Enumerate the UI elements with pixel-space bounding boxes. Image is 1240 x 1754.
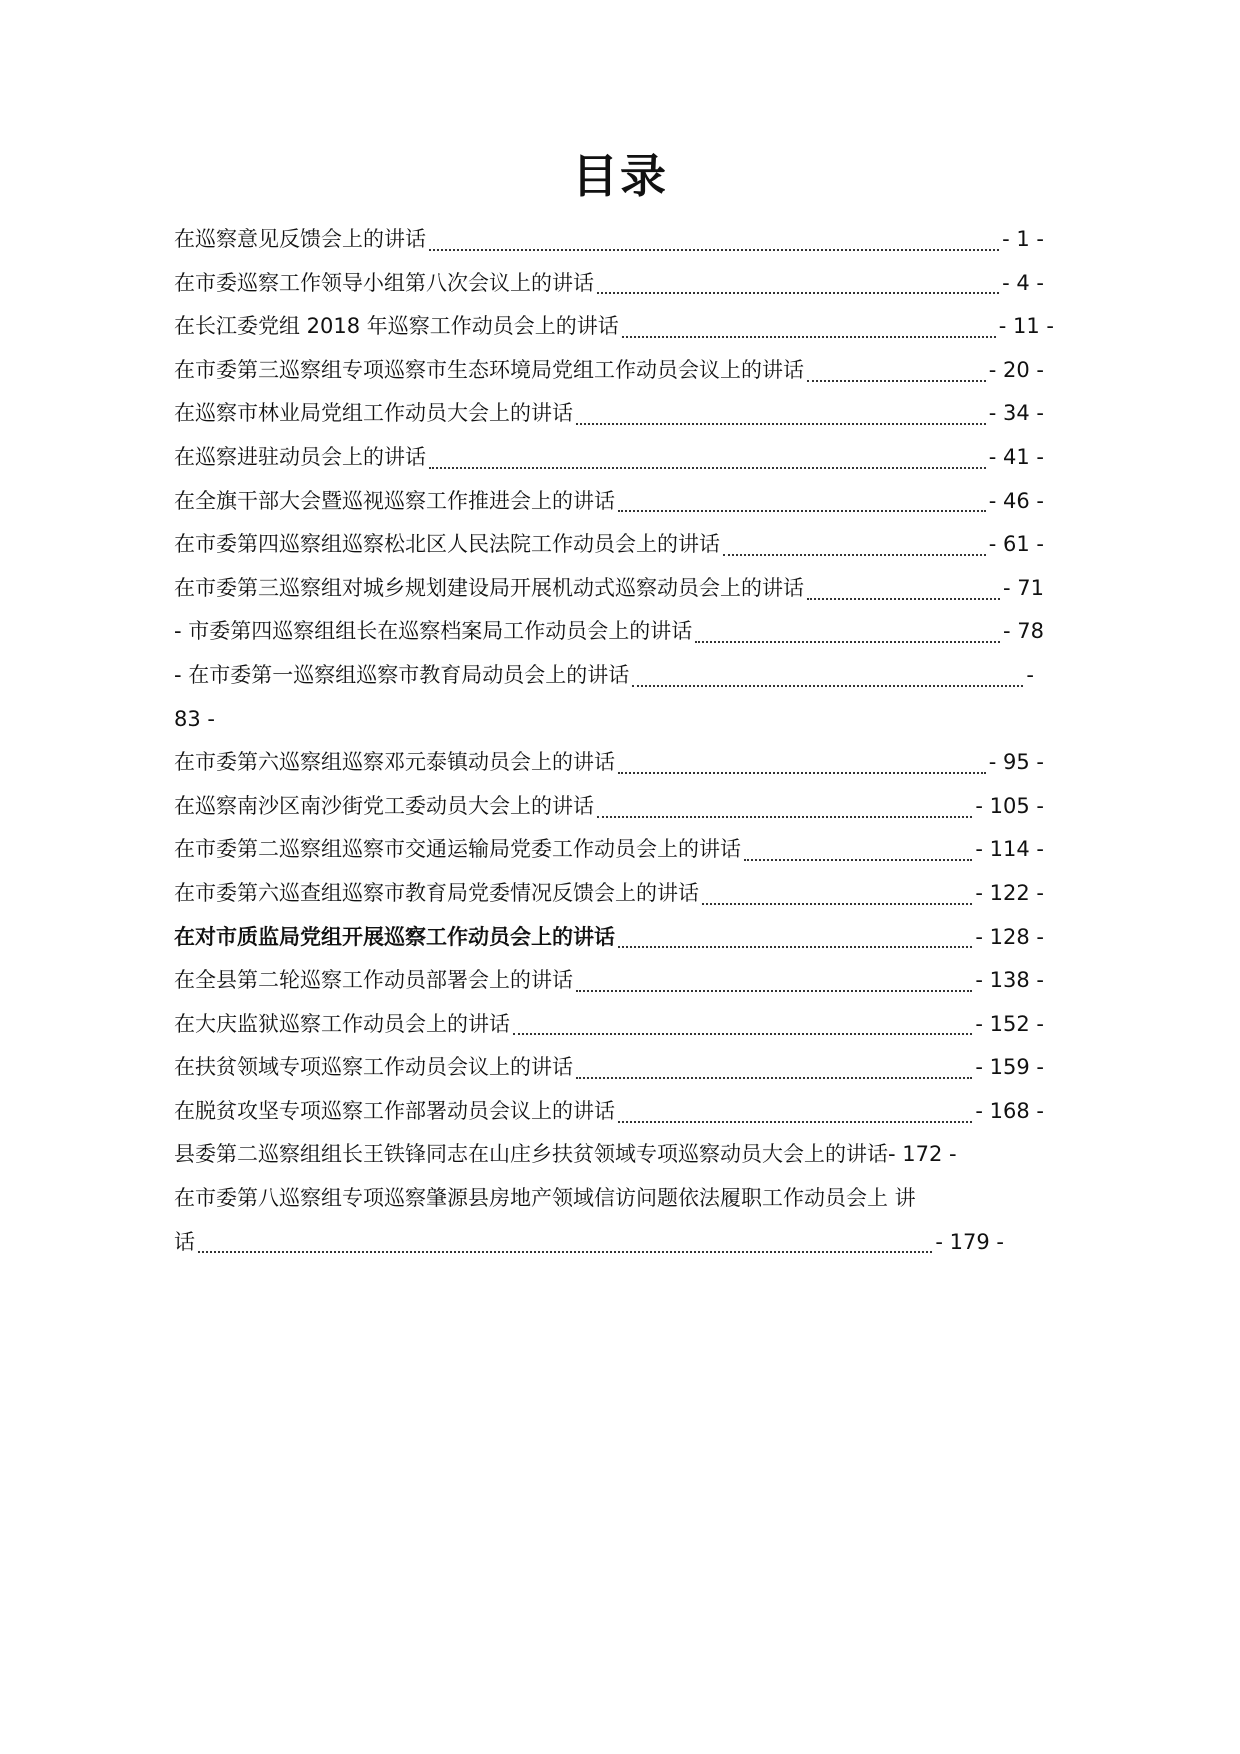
toc-entry[interactable] xyxy=(174,1003,1044,1047)
toc-entry[interactable] xyxy=(174,916,1044,960)
toc-entry-page: - 114 - xyxy=(975,837,1044,862)
toc-entry-label: 在市委第三巡察组对城乡规划建设局开展机动式巡察动员会上的讲话 xyxy=(174,575,804,600)
toc-entry[interactable] xyxy=(174,1177,1074,1264)
toc-entry[interactable] xyxy=(174,1046,1044,1090)
dot-leader xyxy=(618,772,986,774)
dot-leader xyxy=(576,423,986,425)
toc-entry-page: - 179 - xyxy=(935,1229,1004,1254)
toc-entry[interactable] xyxy=(174,480,1044,524)
toc-entry-page: - 152 - xyxy=(975,1011,1044,1036)
toc-entry-label: 在市委第六巡察组巡察邓元泰镇动员会上的讲话 xyxy=(174,750,615,775)
toc-entry-label: 在扶贫领域专项巡察工作动员会议上的讲话 xyxy=(174,1055,573,1080)
toc-entry-label: 在脱贫攻坚专项巡察工作部署动员会议上的讲话 xyxy=(174,1098,615,1123)
toc-entry[interactable] xyxy=(174,436,1044,480)
dot-leader xyxy=(622,336,996,338)
toc-entry[interactable] xyxy=(174,741,1044,785)
toc-entry-label: 在全旗干部大会暨巡视巡察工作推进会上的讲话 xyxy=(174,488,615,513)
toc-entry-page: - 41 - xyxy=(988,444,1044,469)
toc-entry-label: 在巡察意见反馈会上的讲话 xyxy=(174,227,426,251)
toc-entry[interactable] xyxy=(174,567,1044,611)
toc-entry-page: - 105 - xyxy=(975,793,1044,818)
toc-entry-page: - 11 - xyxy=(998,314,1054,339)
toc-entry-label: 在大庆监狱巡察工作动员会上的讲话 xyxy=(174,1011,510,1036)
toc-entry[interactable] xyxy=(174,1090,1044,1134)
dot-leader xyxy=(429,467,986,469)
dot-leader xyxy=(744,859,972,861)
toc-entry[interactable] xyxy=(174,654,1074,741)
toc-entry-page: - 4 - xyxy=(1002,270,1044,295)
toc-entry-label: 在长江委党组 2018 年巡察工作动员会上的讲话 xyxy=(174,314,619,339)
dot-leader xyxy=(632,685,1023,687)
toc-entry-label: 在市委巡察工作领导小组第八次会议上的讲话 xyxy=(174,270,594,295)
toc-entry-label: 在巡察市林业局党组工作动员大会上的讲话 xyxy=(174,401,573,426)
toc-entry-page: - 78 xyxy=(1003,619,1044,644)
toc-entry-label: 在市委第二巡察组巡察市交通运输局党委工作动员会上的讲话 xyxy=(174,837,741,862)
toc-entry-label: 在巡察南沙区南沙街党工委动员大会上的讲话 xyxy=(174,793,594,818)
toc-entry[interactable] xyxy=(174,305,1054,349)
dot-leader xyxy=(576,990,972,992)
toc-entry[interactable] xyxy=(174,785,1044,829)
dot-leader xyxy=(198,1251,932,1253)
toc-entry-label: 在巡察进驻动员会上的讲话 xyxy=(174,444,426,469)
dot-leader xyxy=(618,510,986,512)
toc-entry-page: - 128 - xyxy=(975,924,1044,949)
toc-entry[interactable] xyxy=(174,392,1044,436)
dot-leader xyxy=(723,554,986,556)
toc-entry-label: 县委第二巡察组组长王铁锋同志在山庄乡扶贫领域专项巡察动员大会上的讲话 xyxy=(174,1142,888,1167)
toc-entry[interactable] xyxy=(174,262,1044,306)
toc-entry-page-continued: 83 - xyxy=(174,706,215,731)
toc-entry-page: - 138 - xyxy=(975,968,1044,993)
toc-entry-page: - 1 - xyxy=(1002,227,1044,251)
dot-leader xyxy=(597,816,972,818)
toc-entry[interactable] xyxy=(174,959,1044,1003)
toc-entry[interactable] xyxy=(174,872,1044,916)
toc-entry-page: - 95 - xyxy=(988,750,1044,775)
dot-leader xyxy=(807,598,1000,600)
toc-entry[interactable] xyxy=(174,349,1044,393)
toc-entry[interactable] xyxy=(174,1133,1074,1177)
table-of-contents xyxy=(174,218,1074,1264)
toc-entry-label: - 在市委第一巡察组巡察市教育局动员会上的讲话 xyxy=(174,662,630,687)
dot-leader xyxy=(695,641,1000,643)
toc-entry-page: - 61 - xyxy=(988,532,1044,557)
dot-leader xyxy=(618,946,972,948)
toc-entry-label-continued: 话 xyxy=(174,1229,195,1254)
toc-entry-page: - 71 xyxy=(1003,575,1044,600)
toc-entry[interactable] xyxy=(174,523,1044,567)
dot-leader xyxy=(618,1121,972,1123)
toc-entry-label: 在对市质监局党组开展巡察工作动员会上的讲话 xyxy=(174,924,615,949)
toc-entry-page: - 20 - xyxy=(988,357,1044,382)
toc-entry-label: 在市委第四巡察组巡察松北区人民法院工作动员会上的讲话 xyxy=(174,532,720,557)
toc-entry-page: - 172 - xyxy=(888,1142,957,1167)
toc-entry-label: - 市委第四巡察组组长在巡察档案局工作动员会上的讲话 xyxy=(174,619,693,644)
toc-entry-label: 在全县第二轮巡察工作动员部署会上的讲话 xyxy=(174,968,573,993)
toc-entry-page: - 46 - xyxy=(988,488,1044,513)
toc-entry[interactable] xyxy=(174,218,1044,262)
dot-leader xyxy=(576,1077,972,1079)
toc-entry[interactable] xyxy=(174,828,1044,872)
toc-entry-page: - xyxy=(1026,662,1034,687)
dot-leader xyxy=(702,903,972,905)
toc-entry[interactable] xyxy=(174,610,1044,654)
toc-entry-page: - 34 - xyxy=(988,401,1044,426)
dot-leader xyxy=(513,1033,972,1035)
toc-entry-label: 在市委第六巡查组巡察市教育局党委情况反馈会上的讲话 xyxy=(174,880,699,905)
toc-entry-label: 在市委第三巡察组专项巡察市生态环境局党组工作动员会议上的讲话 xyxy=(174,357,804,382)
toc-entry-label: 在市委第八巡察组专项巡察肇源县房地产领域信访问题依法履职工作动员会上 讲 xyxy=(174,1186,916,1211)
dot-leader xyxy=(429,249,999,251)
toc-title: 目录 xyxy=(572,149,668,203)
toc-entry-page: - 168 - xyxy=(975,1098,1044,1123)
toc-entry-page: - 122 - xyxy=(975,880,1044,905)
toc-entry-page: - 159 - xyxy=(975,1055,1044,1080)
dot-leader xyxy=(807,380,986,382)
dot-leader xyxy=(597,292,999,294)
